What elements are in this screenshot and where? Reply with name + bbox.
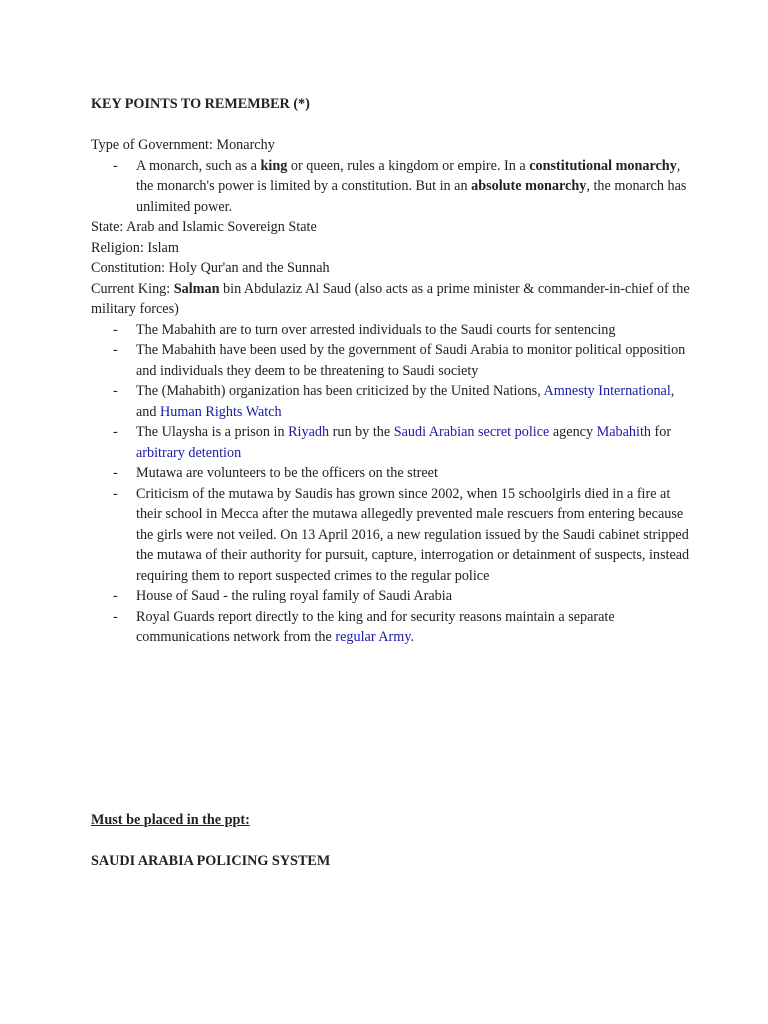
- link-saudi-secret-police[interactable]: Saudi Arabian secret police: [393, 424, 550, 440]
- current-king-line: [91, 279, 691, 320]
- text-span: , and: [136, 383, 675, 420]
- text-span: .: [410, 629, 415, 645]
- list-item: [91, 484, 691, 587]
- religion-line: Religion: Islam: [91, 239, 179, 256]
- constitution-line: Constitution: Holy Qur'an and the Sunnah: [91, 260, 330, 276]
- link-arbitrary-detention[interactable]: arbitrary detention: [136, 444, 242, 461]
- list-item: [91, 586, 691, 607]
- policing-bullets: [91, 320, 691, 648]
- dash-marker: -: [113, 608, 118, 625]
- spacer: [91, 831, 691, 852]
- dash-marker: -: [113, 342, 118, 358]
- bold-text: king: [260, 157, 288, 174]
- text-span: for: [650, 424, 672, 440]
- text-span: Mutawa are volunteers to be the officers on the street: [136, 465, 438, 481]
- text-span: run by the: [329, 424, 394, 440]
- dash-marker: -: [113, 485, 118, 502]
- spacer: [91, 115, 691, 136]
- text-span: bin Abdulaziz Al Saud (also acts as a prime minister & commander-in-chief of the military forces): [91, 280, 690, 317]
- text-span: House of Saud - the ruling royal family of Saudi Arabia: [136, 588, 452, 604]
- bold-text: constitutional monarchy: [529, 157, 677, 174]
- list-item: [91, 381, 691, 422]
- text-span: , the monarch has unlimited power.: [136, 178, 687, 215]
- link-human-rights-watch[interactable]: Human Rights Watch: [160, 403, 282, 420]
- text-span: A monarch, such as a: [136, 157, 261, 174]
- text-span: or queen, rules a kingdom or empire. In a: [287, 157, 530, 174]
- document-body: [91, 94, 691, 648]
- text-span: The Mabahith have been used by the government of Saudi Arabia to monitor political opposition and individuals they deem to be threatening to Saudi society: [136, 342, 686, 379]
- document-title: KEY POINTS TO REMEMBER (*): [91, 96, 310, 112]
- dash-marker: -: [113, 465, 118, 481]
- text-span: , the monarch's power is limited by a constitution. But in an: [136, 157, 681, 194]
- dash-marker: -: [113, 588, 118, 604]
- dash-marker: -: [113, 424, 118, 440]
- government-bullets: [91, 156, 691, 218]
- government-type: Type of Government: Monarchy: [91, 137, 275, 153]
- text-span: The (Mahabith) organization has been criticized by the United Nations,: [136, 383, 544, 399]
- list-item: [91, 422, 691, 463]
- state-line: State: Arab and Islamic Sovereign State: [91, 219, 317, 235]
- list-item: [91, 463, 691, 484]
- policing-system-title: SAUDI ARABIA POLICING SYSTEM: [91, 853, 331, 869]
- text-span: The Mabahith are to turn over arrested individuals to the Saudi courts for sentencing: [136, 321, 616, 338]
- list-item: [91, 320, 691, 341]
- text-span: Royal Guards report directly to the king and for security reasons maintain a separate communications network from the: [136, 608, 615, 645]
- bold-text: Salman: [173, 280, 220, 297]
- list-item: [91, 340, 691, 381]
- bold-text: absolute monarchy: [471, 178, 587, 194]
- list-item: [91, 607, 691, 648]
- link-regular-army[interactable]: regular Army: [335, 629, 411, 645]
- link-riyadh[interactable]: Riyadh: [288, 424, 330, 440]
- text-span: Criticism of the mutawa by Saudis has grown since 2002, when 15 schoolgirls died in a fire at their school in Mecca after the mutawa allegedly prevented male rescuers from entering because the girls were not veiled. On 13 April 2016, a new regulation issued by the Saudi cabinet stripped the mutawa of their authority for pursuit, capture, interrogation or detainment of suspects, instead requiring them to report suspected crimes to the regular police: [136, 485, 690, 584]
- text-span: Current King:: [91, 280, 174, 297]
- link-amnesty-international[interactable]: Amnesty International: [543, 383, 671, 399]
- list-item: [91, 156, 691, 218]
- dash-marker: -: [113, 321, 118, 338]
- ppt-note-heading: Must be placed in the ppt:: [91, 812, 250, 828]
- text-span: The Ulaysha is a prison in: [136, 424, 289, 440]
- dash-marker: -: [113, 383, 118, 399]
- dash-marker: -: [113, 157, 118, 174]
- text-span: agency: [549, 424, 597, 440]
- ppt-section: [91, 810, 691, 872]
- link-mabahith[interactable]: Mabahith: [596, 424, 651, 440]
